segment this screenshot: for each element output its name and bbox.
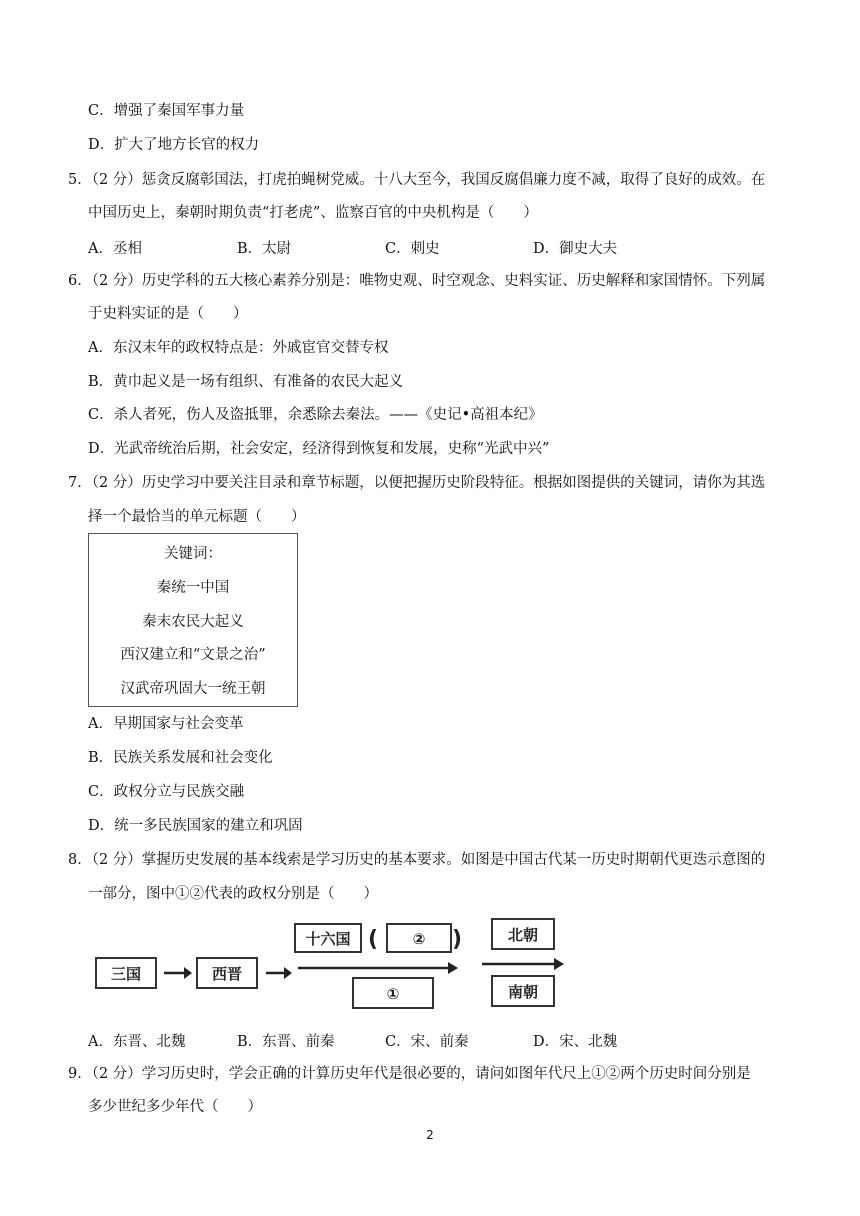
label-mark2: ②: [412, 930, 426, 948]
q7-option-c: C．政权分立与民族交融: [88, 784, 245, 800]
q8-stem-line1: 8．（2 分）掌握历史发展的基本线索是学习历史的基本要求。如图是中国古代某一历史时期朝代更迭示意图的: [68, 852, 766, 868]
q8-option-b: B．东晋、前秦: [237, 1034, 335, 1050]
q7-stem-line2: 择一个最恰当的单元标题（ ）: [88, 509, 306, 525]
page-number: 2: [426, 1128, 434, 1142]
q6-stem-line1: 6．（2 分）历史学科的五大核心素养分别是：唯物史观、时空观念、史料实证、历史解释和家国情怀。下列属: [68, 273, 766, 289]
keywords-box: [88, 533, 298, 707]
q4-option-c: C．增强了秦国军事力量: [88, 103, 245, 119]
q5-option-c: C．刺史: [385, 241, 440, 257]
q4-option-d: D．扩大了地方长官的权力: [88, 137, 260, 153]
q5-option-d: D．御史大夫: [533, 241, 618, 257]
keyword-item: 秦末农民大起义: [142, 614, 244, 630]
label-shiliuguo: 十六国: [305, 930, 351, 948]
arrow-1-head: [184, 967, 192, 979]
q8-option-d: D．宋、北魏: [533, 1034, 618, 1050]
label-nanchao: 南朝: [507, 983, 539, 1001]
label-mark1: ①: [386, 985, 400, 1003]
q9-stem-line2: 多少世纪多少年代（ ）: [88, 1099, 262, 1115]
q5-option-b: B．太尉: [237, 241, 292, 257]
q7-option-d: D．统一多民族国家的建立和巩固: [88, 818, 303, 834]
q8-option-a: A．东晋、北魏: [88, 1034, 186, 1050]
dynasty-succession-diagram: [80, 912, 580, 1012]
label-sanguo: 三国: [110, 965, 142, 983]
q7-stem-line1: 7．（2 分）历史学习中要关注目录和章节标题，以便把握历史阶段特征。根据如图提供的关键词，请你为其选: [68, 475, 766, 491]
q6-option-b: B．黄巾起义是一场有组织、有准备的农民大起义: [88, 374, 404, 390]
q6-option-d: D．光武帝统治后期，社会安定，经济得到恢复和发展，史称“光武中兴”: [88, 441, 550, 457]
q8-stem-line2: 一部分，图中①②代表的政权分别是（ ）: [88, 886, 378, 902]
q6-option-c: C．杀人者死，伤人及盗抵罪，余悉除去秦法。——《史记•高祖本纪》: [88, 407, 543, 423]
label-xijin: 西晋: [211, 965, 243, 983]
keywords-title: 关键词：: [164, 546, 222, 562]
q9-stem-line1: 9．（2 分）学习历史时，学会正确的计算历史年代是很必要的，请问如图年代尺上①②两个历史时间分别是: [68, 1066, 751, 1082]
q8-option-c: C．宋、前秦: [385, 1034, 469, 1050]
q6-option-a: A．东汉末年的政权特点是：外戚宦官交替专权: [88, 340, 389, 356]
label-beichao: 北朝: [507, 926, 539, 944]
q5-stem-line2: 中国历史上，秦朝时期负责“打老虎”、监察百官的中央机构是（ ）: [88, 205, 538, 221]
q5-option-a: A．丞相: [88, 241, 142, 257]
keyword-item: 西汉建立和“文景之治”: [120, 647, 266, 663]
keyword-item: 汉武帝巩固大一统王朝: [120, 681, 266, 697]
q5-stem-line1: 5．（2 分）惩贪反腐彰国法，打虎拍蝇树党威。十八大至今，我国反腐倡廉力度不减，取得了良好的成效。在: [68, 172, 766, 188]
arrow-4-head: [554, 958, 564, 970]
q7-option-a: A．早期国家与社会变革: [88, 716, 244, 732]
arrow-3-head: [448, 962, 458, 974]
paren-open: (: [367, 927, 379, 952]
q6-stem-line2: 于史料实证的是（ ）: [88, 306, 248, 322]
paren-close: ): [451, 927, 463, 952]
arrow-2-head: [284, 967, 292, 979]
keyword-item: 秦统一中国: [156, 580, 230, 596]
q7-option-b: B．民族关系发展和社会变化: [88, 750, 273, 766]
